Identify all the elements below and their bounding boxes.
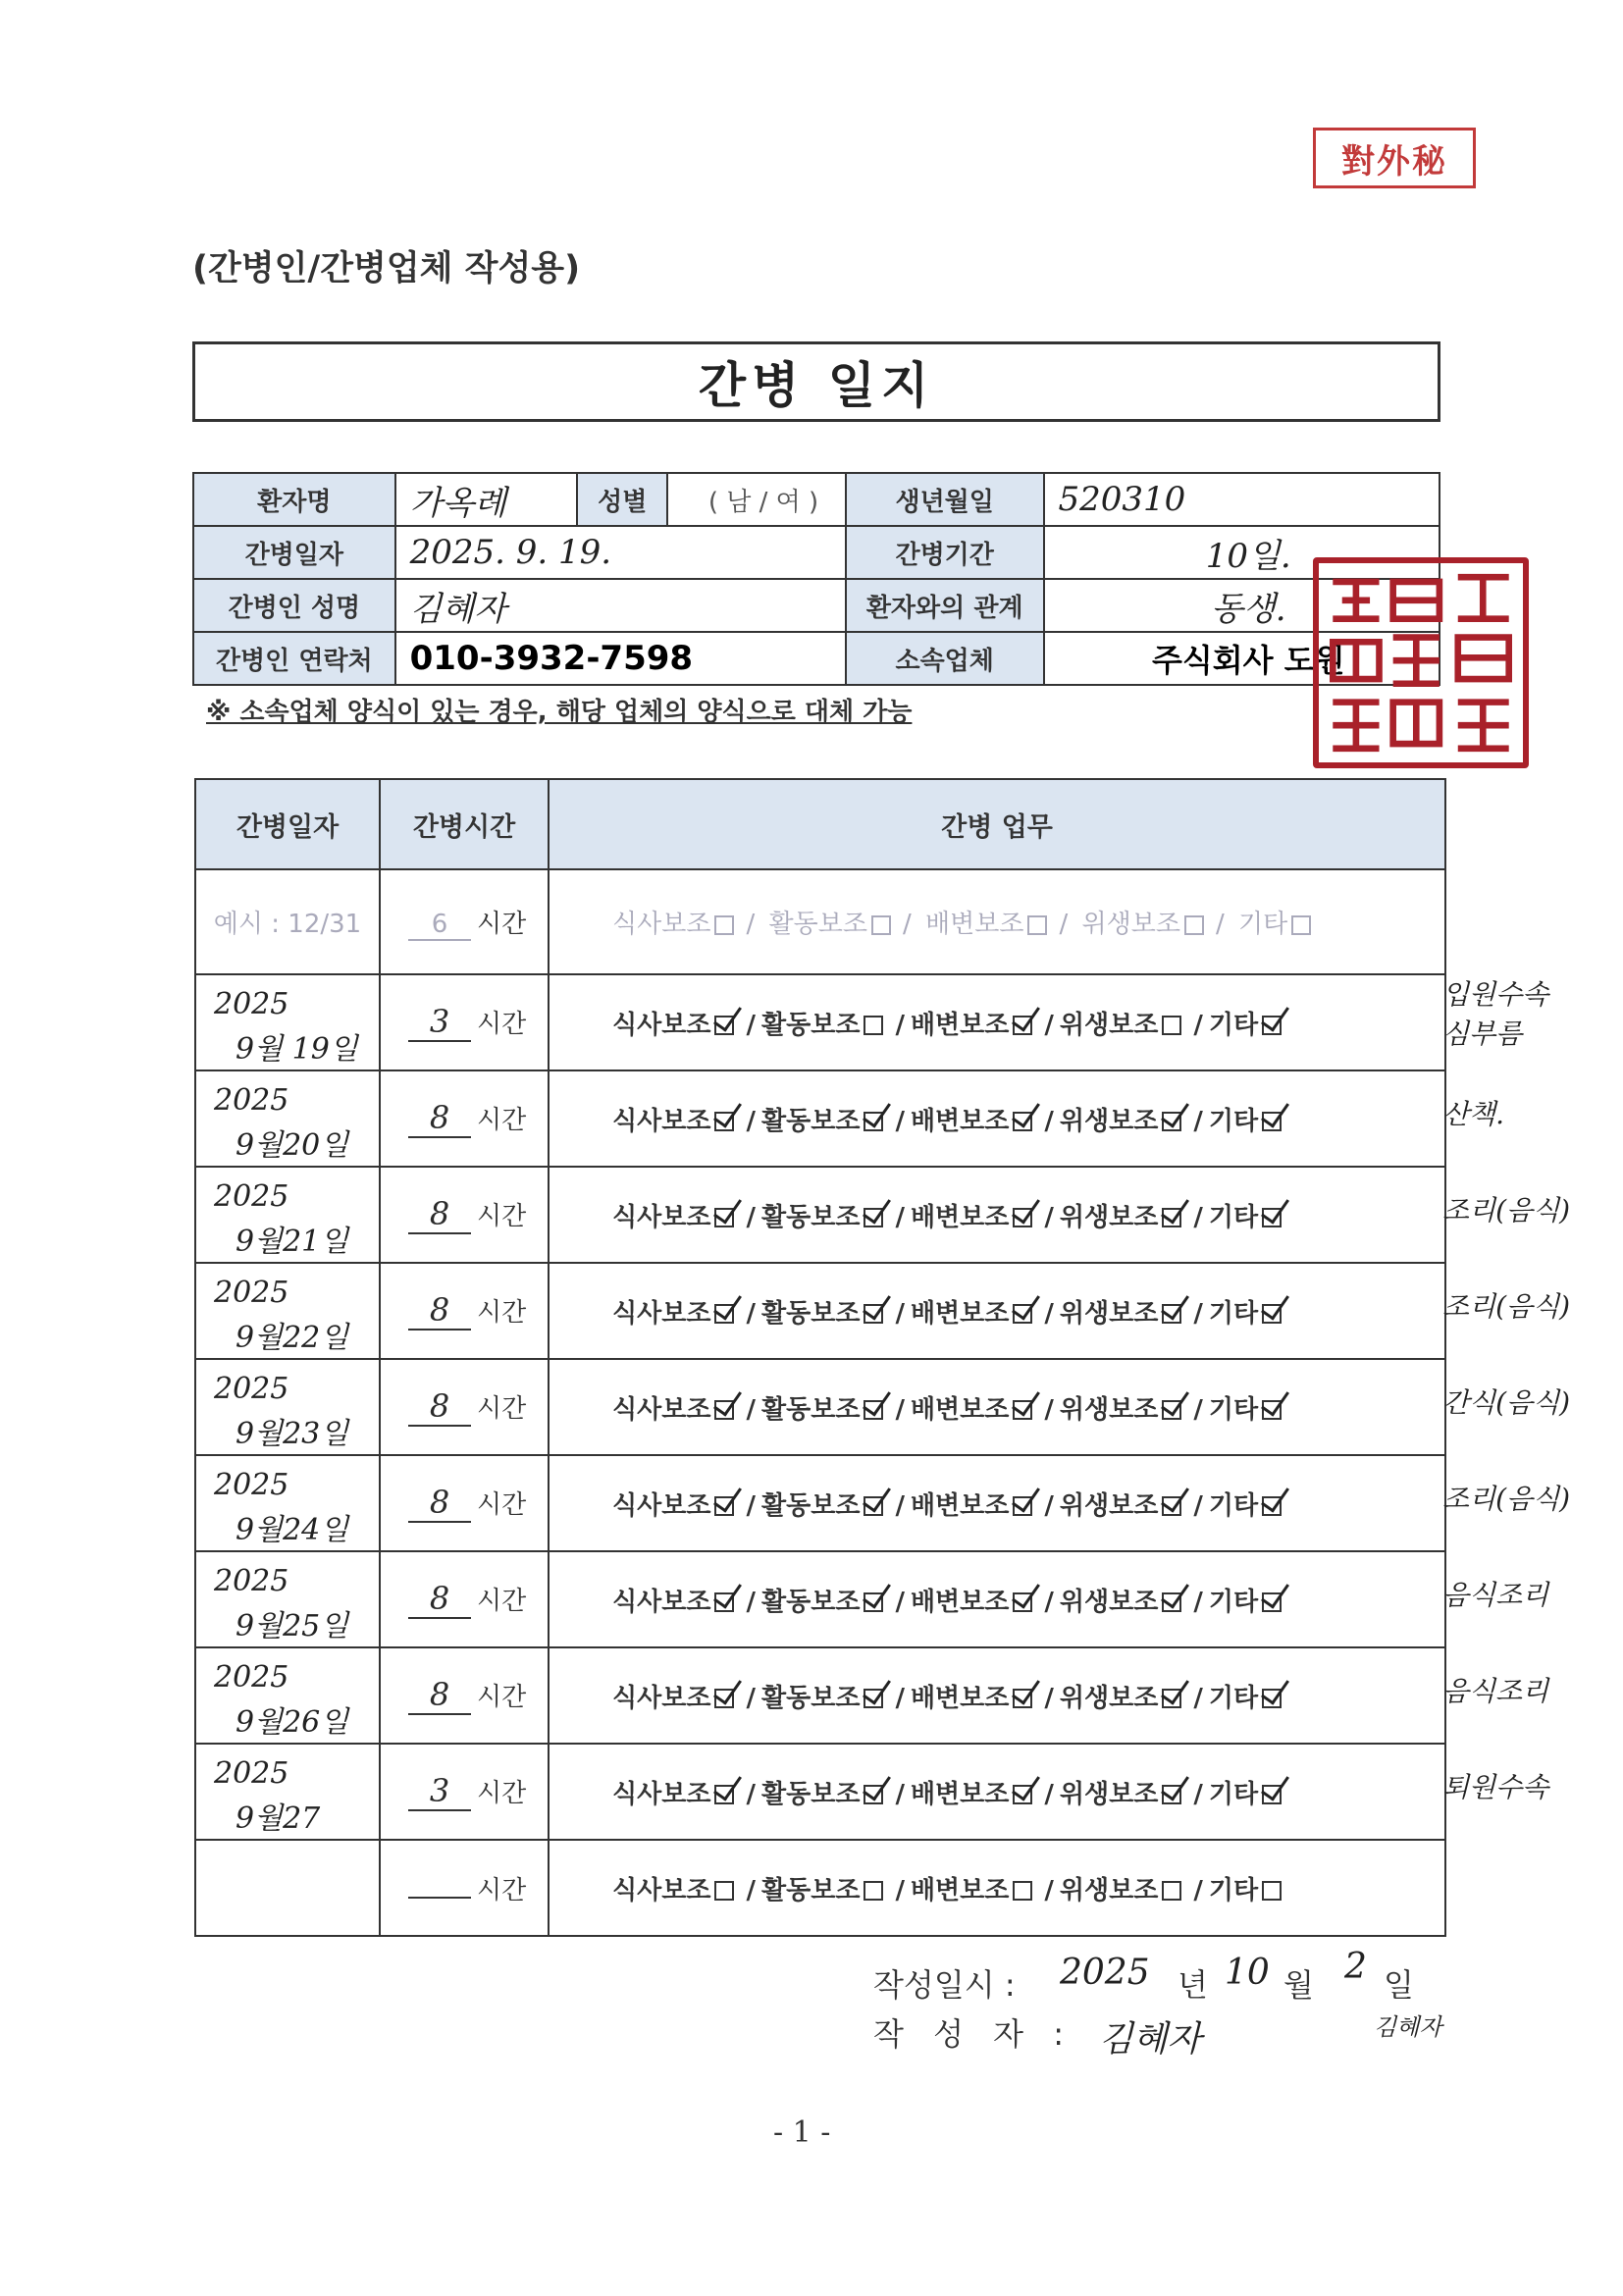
duty-label: 기타 bbox=[1208, 1875, 1259, 1905]
care-period-label: 간병기간 bbox=[846, 526, 1044, 579]
written-year: 2025 bbox=[1060, 1953, 1150, 1993]
other-note: 산책. bbox=[1442, 1098, 1504, 1130]
log-hours: 8 시간 bbox=[380, 1359, 549, 1455]
log-date: 2025 9월 19일 bbox=[195, 974, 380, 1070]
duty-checkbox[interactable] bbox=[864, 1112, 883, 1131]
log-row bbox=[195, 1455, 1445, 1551]
written-day: 2 bbox=[1344, 1947, 1367, 1987]
header-note: (간병인/간병업체 작성용) bbox=[192, 249, 581, 288]
duty-label: 식사보조 bbox=[612, 1106, 711, 1136]
duty-label: 식사보조 bbox=[612, 1298, 711, 1329]
log-date: 2025 9월25일 bbox=[195, 1551, 380, 1647]
care-date: 2025. 9. 19. bbox=[395, 526, 846, 579]
duty-checkbox[interactable] bbox=[714, 1881, 734, 1901]
col-header-date: 간병일자 bbox=[195, 779, 380, 869]
duty-label: 활동보조 bbox=[760, 1106, 861, 1136]
log-duties: 식사보조 / 활동보조 / 배변보조 / 위생보조 / 기타 bbox=[549, 1455, 1445, 1551]
other-note: 조리(음식) bbox=[1442, 1194, 1571, 1226]
duty-label: 식사보조 bbox=[612, 1779, 711, 1809]
care-log-table bbox=[194, 778, 1446, 1937]
relation: 동생. bbox=[1044, 579, 1440, 632]
duty-checkbox[interactable] bbox=[1162, 1208, 1181, 1227]
duty-checkbox[interactable] bbox=[714, 1400, 734, 1420]
contact-label: 간병인 연락처 bbox=[193, 632, 395, 685]
duty-checkbox[interactable] bbox=[1013, 1496, 1032, 1516]
page-number: - 1 - bbox=[773, 2115, 831, 2150]
duty-checkbox[interactable] bbox=[1162, 1592, 1181, 1612]
title-box bbox=[192, 341, 1440, 422]
duty-checkbox[interactable] bbox=[1162, 1304, 1181, 1324]
duty-checkbox[interactable] bbox=[864, 1496, 883, 1516]
log-row bbox=[195, 1359, 1445, 1455]
duty-label: 배변보조 bbox=[910, 1010, 1010, 1040]
duty-label: 식사보조 bbox=[612, 1683, 711, 1713]
confidential-stamp: 對外秘 bbox=[1313, 128, 1476, 188]
log-duties: 식사보조 / 활동보조 / 배변보조 / 위생보조 / 기타 bbox=[549, 974, 1445, 1070]
example-duties: 식사보조 / 활동보조 / 배변보조 / 위생보조 / 기타 bbox=[549, 869, 1445, 974]
duty-label: 기타 bbox=[1208, 1683, 1259, 1713]
duty-label: 활동보조 bbox=[760, 1587, 861, 1617]
birth-date: 520310 bbox=[1044, 473, 1440, 526]
log-row bbox=[195, 1263, 1445, 1359]
duty-checkbox[interactable] bbox=[1262, 1592, 1282, 1612]
log-date: 2025 9월22일 bbox=[195, 1263, 380, 1359]
example-hours: 6 시간 bbox=[380, 869, 549, 974]
written-date-label: 작성일시 : bbox=[873, 1966, 1016, 2004]
duty-checkbox[interactable] bbox=[1013, 1689, 1032, 1708]
care-date-label: 간병일자 bbox=[193, 526, 395, 579]
other-note: 입원수속 심부름 bbox=[1442, 978, 1549, 1050]
log-duties: 식사보조 / 활동보조 / 배변보조 / 위생보조 / 기타 bbox=[549, 1263, 1445, 1359]
duty-label: 위생보조 bbox=[1059, 1202, 1159, 1232]
duty-checkbox[interactable] bbox=[714, 1016, 734, 1035]
log-hours: 8 시간 bbox=[380, 1455, 549, 1551]
duty-label: 기타 bbox=[1208, 1779, 1259, 1809]
care-period: 10일. bbox=[1044, 526, 1440, 579]
duty-checkbox[interactable] bbox=[864, 1592, 883, 1612]
duty-checkbox[interactable] bbox=[864, 1016, 883, 1035]
duty-checkbox[interactable] bbox=[1162, 1785, 1181, 1804]
duty-checkbox[interactable] bbox=[714, 1785, 734, 1804]
other-note: 조리(음식) bbox=[1442, 1483, 1571, 1515]
caregiver-name: 김혜자 bbox=[395, 579, 846, 632]
duty-checkbox[interactable] bbox=[1262, 1496, 1282, 1516]
duty-checkbox[interactable] bbox=[714, 1592, 734, 1612]
log-row bbox=[195, 1070, 1445, 1167]
duty-checkbox[interactable] bbox=[1262, 1304, 1282, 1324]
duty-checkbox[interactable] bbox=[1262, 1016, 1282, 1035]
duty-label: 활동보조 bbox=[760, 1202, 861, 1232]
duty-checkbox[interactable] bbox=[1262, 1112, 1282, 1131]
log-duties: 식사보조 / 활동보조 / 배변보조 / 위생보조 / 기타 bbox=[549, 1647, 1445, 1744]
duty-label: 배변보조 bbox=[910, 1106, 1010, 1136]
log-row bbox=[195, 1840, 1445, 1936]
duty-checkbox[interactable] bbox=[714, 1496, 734, 1516]
duty-checkbox[interactable] bbox=[1013, 1112, 1032, 1131]
log-hours: 8 시간 bbox=[380, 1551, 549, 1647]
gender-label: 성별 bbox=[577, 473, 667, 526]
duty-label: 식사보조 bbox=[612, 1875, 711, 1905]
writer-name: 김혜자 bbox=[1099, 2019, 1202, 2060]
duty-label: 활동보조 bbox=[760, 1394, 861, 1425]
other-note: 조리(음식) bbox=[1442, 1290, 1571, 1323]
log-hours: 8 시간 bbox=[380, 1070, 549, 1167]
log-row bbox=[195, 974, 1445, 1070]
duty-checkbox[interactable] bbox=[1162, 1689, 1181, 1708]
duty-checkbox[interactable] bbox=[714, 1304, 734, 1324]
other-note: 간식(음식) bbox=[1442, 1386, 1571, 1419]
duty-label: 기타 bbox=[1208, 1202, 1259, 1232]
duty-checkbox[interactable] bbox=[864, 1208, 883, 1227]
duty-label: 식사보조 bbox=[612, 1587, 711, 1617]
col-header-duties: 간병 업무 bbox=[549, 779, 1445, 869]
writer-signature: 김혜자 bbox=[1374, 2013, 1442, 2041]
example-date: 예시 : 12/31 bbox=[195, 869, 380, 974]
duty-checkbox[interactable] bbox=[1262, 1208, 1282, 1227]
duty-label: 배변보조 bbox=[910, 1587, 1010, 1617]
duty-checkbox[interactable] bbox=[864, 1304, 883, 1324]
patient-name-label: 환자명 bbox=[193, 473, 395, 526]
duty-checkbox[interactable] bbox=[1013, 1592, 1032, 1612]
log-duties: 식사보조 / 활동보조 / 배변보조 / 위생보조 / 기타 bbox=[549, 1551, 1445, 1647]
duty-label: 기타 bbox=[1208, 1490, 1259, 1521]
duty-checkbox[interactable] bbox=[1162, 1016, 1181, 1035]
duty-checkbox[interactable] bbox=[714, 1112, 734, 1131]
log-duties: 식사보조 / 활동보조 / 배변보조 / 위생보조 / 기타 bbox=[549, 1167, 1445, 1263]
duty-checkbox[interactable] bbox=[864, 1785, 883, 1804]
log-hours: 8 시간 bbox=[380, 1263, 549, 1359]
caregiver-name-label: 간병인 성명 bbox=[193, 579, 395, 632]
duty-label: 활동보조 bbox=[760, 1875, 861, 1905]
duty-label: 기타 bbox=[1208, 1298, 1259, 1329]
log-row bbox=[195, 1167, 1445, 1263]
log-date: 2025 9월20일 bbox=[195, 1070, 380, 1167]
duty-checkbox[interactable] bbox=[1262, 1689, 1282, 1708]
duty-checkbox[interactable] bbox=[864, 1400, 883, 1420]
patient-name: 가옥례 bbox=[395, 473, 578, 526]
duty-label: 위생보조 bbox=[1059, 1875, 1159, 1905]
duty-checkbox[interactable] bbox=[1262, 1785, 1282, 1804]
duty-checkbox[interactable] bbox=[1262, 1400, 1282, 1420]
duty-label: 위생보조 bbox=[1059, 1779, 1159, 1809]
duty-label: 배변보조 bbox=[910, 1298, 1010, 1329]
gender-options: ( 남 / 여 ) bbox=[667, 473, 846, 526]
writer-label: 작 성 자 : bbox=[873, 2015, 1074, 2053]
example-row bbox=[195, 869, 1445, 974]
log-duties: 식사보조 / 활동보조 / 배변보조 / 위생보조 / 기타 bbox=[549, 1744, 1445, 1840]
log-hours: 3 시간 bbox=[380, 974, 549, 1070]
log-duties: 식사보조 / 활동보조 / 배변보조 / 위생보조 / 기타 bbox=[549, 1840, 1445, 1936]
log-hours: 시간 bbox=[380, 1840, 549, 1936]
log-date bbox=[195, 1840, 380, 1936]
col-header-hours: 간병시간 bbox=[380, 779, 549, 869]
written-month: 10 bbox=[1225, 1953, 1270, 1993]
birth-label: 생년월일 bbox=[846, 473, 1044, 526]
duty-label: 배변보조 bbox=[910, 1202, 1010, 1232]
duty-checkbox[interactable] bbox=[1013, 1785, 1032, 1804]
duty-label: 위생보조 bbox=[1059, 1587, 1159, 1617]
duty-label: 위생보조 bbox=[1059, 1010, 1159, 1040]
duty-label: 활동보조 bbox=[760, 1490, 861, 1521]
duty-label: 위생보조 bbox=[1059, 1490, 1159, 1521]
duty-checkbox[interactable] bbox=[1013, 1016, 1032, 1035]
duty-checkbox[interactable] bbox=[714, 1208, 734, 1227]
year-unit: 년 bbox=[1178, 1966, 1208, 2004]
log-duties: 식사보조 / 활동보조 / 배변보조 / 위생보조 / 기타 bbox=[549, 1070, 1445, 1167]
log-date: 2025 9월24일 bbox=[195, 1455, 380, 1551]
company: 주식회사 도원 bbox=[1044, 632, 1440, 685]
duty-label: 기타 bbox=[1208, 1010, 1259, 1040]
page-title: 간병 일지 bbox=[698, 357, 935, 414]
duty-label: 기타 bbox=[1208, 1587, 1259, 1617]
day-unit: 일 bbox=[1384, 1966, 1414, 2004]
duty-label: 식사보조 bbox=[612, 1394, 711, 1425]
duty-label: 위생보조 bbox=[1059, 1298, 1159, 1329]
duty-checkbox[interactable] bbox=[1162, 1400, 1181, 1420]
log-hours: 3 시간 bbox=[380, 1744, 549, 1840]
duty-label: 기타 bbox=[1208, 1394, 1259, 1425]
duty-label: 배변보조 bbox=[910, 1683, 1010, 1713]
duty-label: 식사보조 bbox=[612, 1490, 711, 1521]
duty-checkbox[interactable] bbox=[1013, 1881, 1032, 1901]
duty-checkbox[interactable] bbox=[1262, 1881, 1282, 1901]
duty-checkbox[interactable] bbox=[1013, 1208, 1032, 1227]
log-date: 2025 9월23일 bbox=[195, 1359, 380, 1455]
duty-label: 활동보조 bbox=[760, 1010, 861, 1040]
log-row bbox=[195, 1647, 1445, 1744]
other-note: 퇴원수속 bbox=[1442, 1771, 1549, 1803]
other-note: 음식조리 bbox=[1442, 1579, 1549, 1611]
month-unit: 월 bbox=[1283, 1966, 1314, 2004]
log-duties: 식사보조 / 활동보조 / 배변보조 / 위생보조 / 기타 bbox=[549, 1359, 1445, 1455]
duty-label: 위생보조 bbox=[1059, 1683, 1159, 1713]
log-row bbox=[195, 1744, 1445, 1840]
other-note: 음식조리 bbox=[1442, 1675, 1549, 1707]
duty-checkbox[interactable] bbox=[864, 1881, 883, 1901]
log-date: 2025 9월26일 bbox=[195, 1647, 380, 1744]
company-seal bbox=[1313, 557, 1529, 768]
log-hours: 8 시간 bbox=[380, 1167, 549, 1263]
duty-label: 위생보조 bbox=[1059, 1106, 1159, 1136]
duty-checkbox[interactable] bbox=[1013, 1304, 1032, 1324]
duty-label: 식사보조 bbox=[612, 1010, 711, 1040]
contact: 010-3932-7598 bbox=[395, 632, 846, 685]
log-date: 2025 9월27 bbox=[195, 1744, 380, 1840]
form-note: ※ 소속업체 양식이 있는 경우, 해당 업체의 양식으로 대체 가능 bbox=[206, 698, 913, 727]
duty-label: 기타 bbox=[1208, 1106, 1259, 1136]
duty-label: 배변보조 bbox=[910, 1490, 1010, 1521]
duty-label: 활동보조 bbox=[760, 1779, 861, 1809]
duty-label: 위생보조 bbox=[1059, 1394, 1159, 1425]
duty-checkbox[interactable] bbox=[864, 1689, 883, 1708]
duty-label: 배변보조 bbox=[910, 1875, 1010, 1905]
patient-info-table bbox=[192, 472, 1440, 686]
duty-checkbox[interactable] bbox=[1162, 1112, 1181, 1131]
log-date: 2025 9월21일 bbox=[195, 1167, 380, 1263]
log-row bbox=[195, 1551, 1445, 1647]
company-label: 소속업체 bbox=[846, 632, 1044, 685]
duty-label: 배변보조 bbox=[910, 1779, 1010, 1809]
duty-checkbox[interactable] bbox=[714, 1689, 734, 1708]
duty-checkbox[interactable] bbox=[1013, 1400, 1032, 1420]
duty-label: 식사보조 bbox=[612, 1202, 711, 1232]
log-hours: 8 시간 bbox=[380, 1647, 549, 1744]
relation-label: 환자와의 관계 bbox=[846, 579, 1044, 632]
duty-label: 활동보조 bbox=[760, 1298, 861, 1329]
duty-label: 활동보조 bbox=[760, 1683, 861, 1713]
duty-label: 배변보조 bbox=[910, 1394, 1010, 1425]
duty-checkbox[interactable] bbox=[1162, 1881, 1181, 1901]
duty-checkbox[interactable] bbox=[1162, 1496, 1181, 1516]
